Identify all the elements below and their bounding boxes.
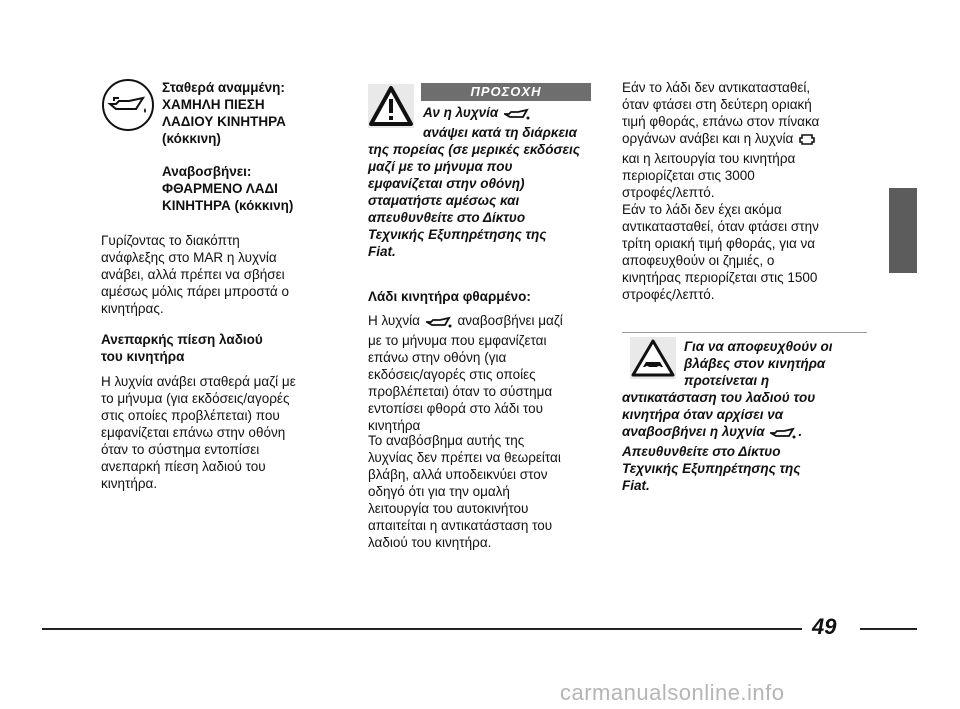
- watermark: carmanualsonline.info: [560, 680, 785, 705]
- oil-can-icon: [504, 107, 530, 124]
- engine-fault-icon: [799, 132, 815, 150]
- warning-text: Αν η λυχνία ανάψει κατά τη διάρκεια της πορείας (σε μερικές εκδόσεις μαζί με το μήνυμα που εμφανίζεται στην οθόνη) σταματήστε αμέσως και απευθυνθείτε στο Δίκτυο Τεχνικής Εξυπηρέτησης της Fiat.: [368, 105, 580, 259]
- footer-rule-right: [860, 628, 917, 630]
- low-pressure-heading: Ανεπαρκής πίεση λαδιού του κινητήρα: [101, 332, 263, 364]
- blinking-paragraph: Το αναβόσβημα αυτής της λυχνίας δεν πρέπει να θεωρείται βλάβη, αλλά υποδεικνύει στον οδηγό ότι για την ομαλή λειτουργία του αυτοκινήτου απαιτείται η αντικατάσταση του λαδιού του κινητήρα.: [368, 433, 561, 550]
- oil-worn-subtitle: Αναβοσβήνει: ΦΘΑΡΜΕΝΟ ΛΑΔΙ ΚΙΝΗΤΗΡΑ (κόκκινη): [162, 164, 294, 213]
- footer-rule-left: [42, 628, 802, 630]
- warning-header: ΠΡΟΣΟΧΗ: [421, 83, 591, 101]
- page-number: 49: [812, 614, 837, 639]
- ignition-paragraph: Γυρίζοντας το διακόπτη ανάφλεξης στο MAR η λυχνία ανάβει, αλλά πρέπει να σβήσει αμέσως μόλις πάρει μπροστά ο κινητήρας.: [101, 233, 289, 316]
- oil-can-icon: [770, 426, 796, 443]
- worn-oil-heading: Λάδι κινητήρα φθαρμένο:: [368, 289, 531, 304]
- note-divider: [622, 332, 867, 333]
- section-tab: [889, 188, 917, 273]
- low-pressure-paragraph: Η λυχνία ανάβει σταθερά μαζί με το μήνυμα (για εκδόσεις/αγορές στις οποίες προβλέπεται) που εμφανίζεται επάνω στην οθόνη όταν το σύστημα εντοπίσει ανεπαρκή πίεση λαδιού του κινητήρα.: [101, 374, 296, 491]
- oil-pressure-icon: [101, 78, 155, 137]
- third-limit-paragraph: Εάν το λάδι δεν έχει ακόμα αντικατασταθεί, όταν φτάσει στην τρίτη οριακή τιμή φθοράς, για να αποφευχθούν οι ζημιές, ο κινητήρας περιορίζεται στις 1500 στροφές/λεπτό.: [622, 202, 819, 302]
- oil-can-icon: [426, 315, 452, 332]
- note-text: Για να αποφευχθούν οι βλάβες στον κινητήρα προτείνεται η αντικατάσταση του λαδιού του κινητήρα όταν αρχίσει να αναβοσβήνει η λυχνία . Απευθυνθείτε στο Δίκτυο Τεχνικής Εξυπηρέτησης της Fiat.: [622, 339, 833, 493]
- second-limit-paragraph: Εάν το λάδι δεν αντικατασταθεί, όταν φτάσει στη δεύτερη οριακή τιμή φθοράς, επάνω στον πίνακα οργάνων ανάβει και η λυχνία και η λειτουργία του κινητήρα περιορίζεται στις 3000 στροφές/λεπτό.: [622, 80, 820, 200]
- oil-pressure-title: Σταθερά αναμμένη: ΧΑΜΗΛΗ ΠΙΕΣΗ ΛΑΔΙΟΥ ΚΙΝΗΤΗΡΑ (κόκκινη): [162, 80, 286, 146]
- worn-oil-paragraph: Η λυχνία αναβοσβήνει μαζί με το μήνυμα που εμφανίζεται επάνω στην οθόνη (για εκδόσεις/αγορές στις οποίες προβλέπεται) όταν το σύστημα εντοπίσει φθορά στο λάδι του κινητήρα: [368, 313, 563, 433]
